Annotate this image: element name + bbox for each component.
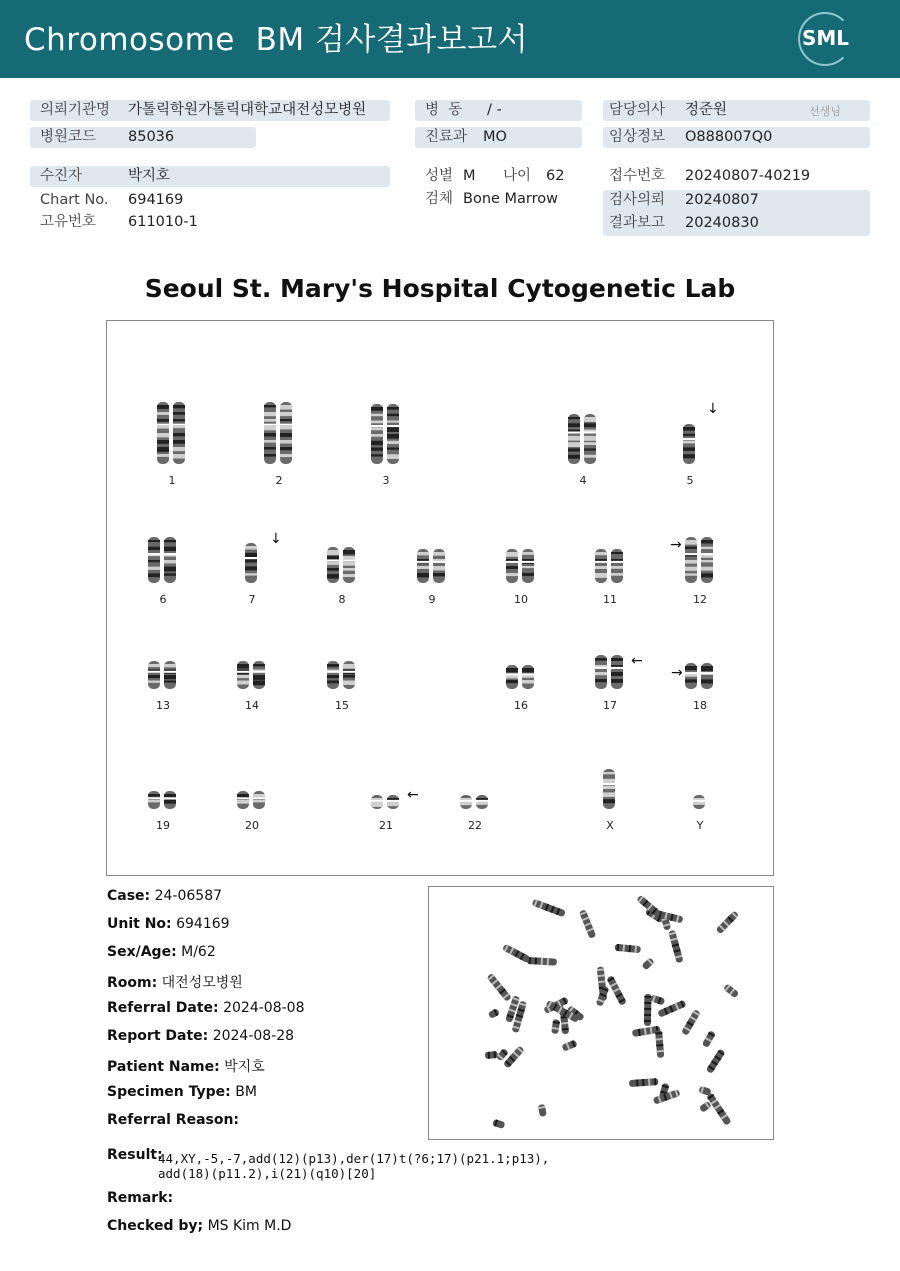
chromosome-label-6: 6	[159, 593, 167, 606]
specimen-value: Bone Marrow	[463, 191, 559, 207]
chromosome-2-a	[263, 402, 277, 464]
chromosome-14-b	[252, 661, 266, 689]
specimen-type-label: Specimen Type:	[107, 1084, 231, 1100]
specimen-type-value: BM	[235, 1084, 257, 1100]
metaphase-chromosome	[485, 1051, 499, 1059]
department-value: MO	[483, 129, 507, 145]
request-date-label: 검사의뢰	[609, 192, 666, 208]
sex-age-label: Sex/Age:	[107, 944, 177, 960]
referral-date-row	[107, 1000, 304, 1016]
case-row	[107, 888, 222, 904]
chromosome-label-4: 4	[579, 474, 587, 487]
metaphase-chromosome	[615, 944, 641, 953]
metaphase-chromosome	[551, 1019, 560, 1034]
room-value: 대전성모병원	[161, 975, 243, 991]
unit-no-label: Unit No:	[107, 916, 172, 932]
chromosome-1-a	[156, 402, 170, 464]
dates-field	[603, 190, 870, 236]
ward-value: / -	[487, 102, 502, 118]
chromosome-12-a	[684, 537, 698, 583]
doctor-label: 담당의사	[609, 102, 666, 118]
chromosome-21-a	[370, 795, 384, 809]
metaphase-image	[428, 886, 774, 1140]
chromosome-3-b	[386, 404, 400, 464]
sex-age-field	[415, 166, 582, 187]
metaphase-chromosome	[486, 973, 511, 1002]
chromosome-label-10: 10	[514, 593, 528, 606]
sml-logo	[798, 12, 854, 68]
chromosome-15-b	[342, 661, 356, 689]
patient-name-label: Patient Name:	[107, 1059, 220, 1075]
metaphase-chromosome	[641, 957, 654, 970]
remark-row	[107, 1190, 173, 1206]
chromosome-8-b	[342, 547, 356, 583]
institution-field	[30, 100, 390, 121]
metaphase-chromosome	[488, 1008, 500, 1019]
age-label: 나이	[503, 168, 532, 184]
metaphase-chromosome	[629, 1078, 659, 1087]
checked-by-row	[107, 1218, 291, 1234]
chromosome-9-b	[432, 549, 446, 583]
chromosome-label-18: 18	[693, 699, 707, 712]
arrow-chr21-icon: ←	[407, 787, 419, 803]
metaphase-chromosome	[606, 975, 627, 1006]
chromosome-13-b	[163, 661, 177, 689]
metaphase-chromosome	[650, 994, 665, 1005]
chromosome-20-a	[236, 791, 250, 809]
chromosome-label-15: 15	[335, 699, 349, 712]
referral-reason-row	[107, 1112, 239, 1128]
doctor-field	[603, 100, 870, 121]
referral-date-label: Referral Date:	[107, 1000, 219, 1016]
logo-text: SML	[802, 26, 850, 50]
room-row	[107, 972, 243, 992]
chromosome-17-a	[594, 655, 608, 689]
metaphase-chromosome	[655, 1030, 664, 1058]
department-label: 진료과	[425, 129, 468, 145]
chromosome-X	[602, 769, 616, 809]
metaphase-chromosome	[681, 1009, 701, 1036]
report-title: Chromosome BM 검사결과보고서	[24, 22, 529, 58]
metaphase-spread	[429, 887, 773, 1139]
unique-no-value: 611010-1	[128, 214, 198, 230]
karyogram-image	[107, 321, 773, 875]
chromosome-10-a	[505, 549, 519, 583]
metaphase-chromosome	[538, 1104, 547, 1117]
receipt-no-label: 접수번호	[609, 168, 666, 184]
chart-no-label: Chart No.	[40, 192, 109, 208]
chromosome-label-1: 1	[168, 474, 176, 487]
chromosome-17-b	[610, 655, 624, 689]
chromosome-4-a	[567, 414, 581, 464]
chromosome-label-9: 9	[428, 593, 436, 606]
chromosome-12-b	[700, 537, 714, 583]
patient-label: 수진자	[40, 168, 83, 184]
result-line-2: add(18)(p11.2),i(21)(q10)[20]	[158, 1166, 377, 1181]
clinical-info-label: 임상정보	[609, 129, 666, 145]
chromosome-15-a	[326, 661, 340, 689]
chart-no-value: 694169	[128, 192, 184, 208]
patient-name-value: 박지호	[224, 1059, 265, 1075]
chromosome-label-21: 21	[379, 819, 393, 832]
specimen-type-row	[107, 1084, 257, 1100]
result-date-label: 결과보고	[609, 215, 666, 231]
metaphase-chromosome	[532, 899, 566, 917]
chromosome-13-a	[147, 661, 161, 689]
clinical-info-value: O888007Q0	[685, 129, 773, 145]
chromosome-label-12: 12	[693, 593, 707, 606]
checked-by-value: MS Kim M.D	[207, 1218, 292, 1234]
referral-date-value: 2024-08-08	[223, 1000, 305, 1016]
doctor-suffix: 선생님	[809, 105, 841, 118]
chromosome-2-b	[279, 402, 293, 464]
patient-field	[30, 166, 390, 187]
patient-value: 박지호	[128, 168, 171, 184]
specimen-field	[415, 189, 582, 210]
case-value: 24-06587	[154, 888, 223, 904]
chromosome-5	[682, 424, 696, 464]
chromosome-6-b	[163, 537, 177, 583]
remark-label: Remark:	[107, 1190, 174, 1206]
chromosome-16-b	[521, 665, 535, 689]
chromosome-14-a	[236, 661, 250, 689]
metaphase-chromosome	[699, 1101, 712, 1113]
metaphase-chromosome	[706, 1048, 726, 1074]
specimen-label: 검체	[425, 191, 454, 207]
metaphase-chromosome	[668, 930, 683, 964]
chromosome-20-b	[252, 791, 266, 809]
metaphase-chromosome	[716, 910, 740, 934]
receipt-no-value: 20240807-40219	[685, 168, 811, 184]
chromosome-16-a	[505, 665, 519, 689]
room-label: Room:	[107, 975, 158, 991]
chromosome-19-b	[163, 791, 177, 809]
chromosome-1-b	[172, 402, 186, 464]
chromosome-Y	[692, 795, 706, 809]
clinical-info-field	[603, 127, 870, 148]
karyogram	[106, 320, 774, 876]
unit-no-value: 694169	[176, 916, 230, 932]
report-date-value: 2024-08-28	[212, 1028, 295, 1044]
chromosome-7	[244, 543, 258, 583]
chromosome-11-b	[610, 549, 624, 583]
patient-name-row	[107, 1056, 265, 1076]
chromosome-label-Y: Y	[696, 819, 704, 832]
chromosome-3-a	[370, 404, 384, 464]
chromosome-11-a	[594, 549, 608, 583]
chromosome-label-22: 22	[468, 819, 482, 832]
referral-reason-label: Referral Reason:	[107, 1112, 240, 1128]
chromosome-label-20: 20	[245, 819, 259, 832]
result-date-value: 20240830	[685, 215, 759, 231]
unique-no-label: 고유번호	[40, 214, 97, 230]
metaphase-chromosome	[706, 1092, 731, 1125]
result-value	[158, 1151, 549, 1181]
chromosome-6-a	[147, 537, 161, 583]
result-label: Result:	[107, 1147, 163, 1163]
report-date-label: Report Date:	[107, 1028, 209, 1044]
arrow-chr17-icon: ←	[631, 653, 643, 669]
chromosome-21-b	[386, 795, 400, 809]
report-header	[0, 0, 900, 78]
chromosome-label-19: 19	[156, 819, 170, 832]
unique-no-field	[30, 212, 390, 233]
metaphase-chromosome	[502, 944, 531, 964]
metaphase-chromosome	[561, 1040, 577, 1052]
chromosome-label-X: X	[606, 819, 614, 832]
chromosome-label-5: 5	[686, 474, 694, 487]
metaphase-chromosome	[702, 1030, 716, 1048]
age-value: 62	[546, 168, 565, 184]
result-row	[107, 1147, 163, 1163]
hospital-code-label: 병원코드	[40, 129, 97, 145]
case-label: Case:	[107, 888, 151, 904]
chromosome-4-b	[583, 414, 597, 464]
arrow-chr7-icon: ↓	[270, 531, 282, 547]
sex-value: M	[463, 168, 476, 184]
chromosome-label-17: 17	[603, 699, 617, 712]
metaphase-chromosome	[496, 1048, 509, 1062]
chromosome-10-b	[521, 549, 535, 583]
chromosome-label-2: 2	[275, 474, 283, 487]
hospital-code-value: 85036	[128, 129, 175, 145]
receipt-no-field	[603, 166, 870, 187]
request-date-value: 20240807	[685, 192, 759, 208]
metaphase-chromosome	[492, 1119, 505, 1129]
metaphase-chromosome	[596, 985, 610, 1006]
checked-by-label: Checked by;	[107, 1218, 204, 1234]
chromosome-label-14: 14	[245, 699, 259, 712]
ward-label: 병 동	[425, 102, 463, 118]
report-date-row	[107, 1028, 294, 1044]
arrow-chr12-icon: →	[670, 537, 682, 553]
ward-field	[415, 100, 582, 121]
chromosome-8-a	[326, 547, 340, 583]
metaphase-chromosome	[527, 957, 557, 966]
metaphase-chromosome	[503, 1045, 525, 1068]
chromosome-label-8: 8	[338, 593, 346, 606]
metaphase-chromosome	[723, 983, 739, 998]
chromosome-18-b	[700, 663, 714, 689]
lab-title: Seoul St. Mary's Hospital Cytogenetic Lab	[144, 274, 736, 303]
sex-age-value: M/62	[181, 944, 216, 960]
chromosome-label-3: 3	[382, 474, 390, 487]
chromosome-18-a	[684, 663, 698, 689]
chromosome-22-b	[475, 795, 489, 809]
chart-no-field	[30, 190, 390, 211]
chromosome-22-a	[459, 795, 473, 809]
arrow-chr5-icon: ↓	[707, 401, 719, 417]
sex-age-row	[107, 944, 216, 960]
chromosome-19-a	[147, 791, 161, 809]
chromosome-label-16: 16	[514, 699, 528, 712]
unit-no-row	[107, 916, 230, 932]
chromosome-label-11: 11	[603, 593, 617, 606]
department-field	[415, 127, 582, 148]
result-line-1: 44,XY,-5,-7,add(12)(p13),der(17)t(?6;17)(p21.1;p13),	[158, 1151, 550, 1166]
chromosome-label-7: 7	[248, 593, 256, 606]
doctor-value: 정준원	[685, 102, 728, 118]
hospital-code-field	[30, 127, 256, 148]
institution-value: 가톨릭학원가톨릭대학교대전성모병원	[128, 102, 367, 118]
chromosome-label-13: 13	[156, 699, 170, 712]
institution-label: 의뢰기관명	[40, 102, 111, 118]
metaphase-chromosome	[579, 909, 596, 939]
chromosome-9-a	[416, 549, 430, 583]
arrow-chr18-icon: →	[671, 665, 683, 681]
sex-label: 성별	[425, 168, 454, 184]
metaphase-chromosome	[644, 994, 652, 1026]
